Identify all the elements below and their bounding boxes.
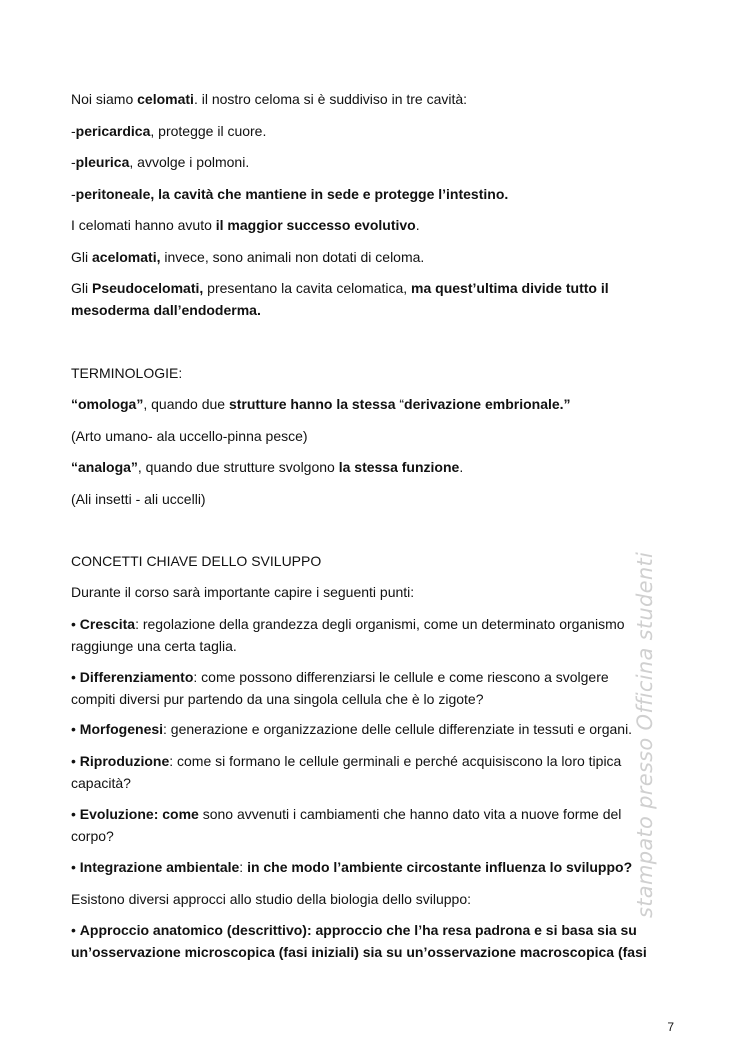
text-segment: Esistono diversi approcci allo studio della biologia dello sviluppo: [71, 891, 472, 907]
text-segment: - [71, 186, 76, 202]
text-segment: • [71, 859, 80, 875]
bold-text: un’osservazione microscopica (fasi iniziali) sia su un’osservazione macroscopica (fasi [71, 944, 647, 960]
text-line [71, 153, 249, 171]
text-segment: • [71, 616, 80, 632]
text-segment: (Ali insetti - ali uccelli) [71, 491, 206, 507]
text-line [71, 858, 632, 876]
text-line [71, 364, 182, 382]
bold-text: il maggior successo evolutivo [215, 217, 416, 233]
text-line [71, 921, 637, 939]
text-segment: • [71, 806, 80, 822]
text-line [71, 668, 609, 686]
text-segment: : come si formano le cellule germinali e perché acquisiscono la loro tipica [169, 753, 622, 769]
text-segment: : come possono differenziarsi le cellule e come riescono a svolgere [193, 669, 609, 685]
text-line [71, 943, 647, 961]
text-line [71, 552, 321, 570]
text-segment: compiti diversi pur partendo da una singola cellula che è lo zigote? [71, 691, 484, 707]
text-segment: . [459, 459, 464, 475]
text-segment: • [71, 669, 80, 685]
bold-text: pleurica [75, 154, 130, 170]
text-line [71, 720, 632, 738]
text-segment: • [71, 922, 80, 938]
page-number: 7 [667, 1020, 674, 1034]
text-segment: presentano la cavita celomatica, [203, 280, 412, 296]
text-segment: - [71, 154, 76, 170]
text-line [71, 122, 266, 140]
text-segment: Durante il corso sarà importante capire i seguenti punti: [71, 584, 415, 600]
text-segment: Gli [71, 249, 92, 265]
bold-text: .” [559, 396, 571, 412]
text-line [71, 490, 206, 508]
text-line [71, 301, 261, 319]
bold-text: in che modo l’ambiente circostante influenza lo sviluppo? [247, 859, 633, 875]
text-segment: , quando due strutture svolgono [137, 459, 339, 475]
text-segment: : regolazione della grandezza degli organismi, come un determinato organismo [135, 616, 625, 632]
text-segment: Noi siamo [71, 91, 138, 107]
text-segment: I celomati hanno avuto [71, 217, 216, 233]
text-segment: , quando due [143, 396, 229, 412]
bold-text: derivazione embrionale [404, 396, 560, 412]
text-segment: capacità? [71, 775, 131, 791]
text-line [71, 752, 621, 770]
bold-text: acelomati, [92, 249, 161, 265]
text-segment: : generazione e organizzazione delle cellule differenziate in tessuti e organi. [163, 721, 633, 737]
text-line [71, 890, 471, 908]
text-line [71, 90, 467, 108]
watermark: stampato presso Officina studenti [633, 551, 657, 918]
text-line [71, 827, 114, 845]
text-line [71, 279, 609, 297]
text-line [71, 395, 571, 413]
bold-text: Differenziamento [79, 669, 194, 685]
text-segment: CONCETTI CHIAVE DELLO SVILUPPO [71, 553, 322, 569]
text-line [71, 637, 237, 655]
text-line [71, 690, 483, 708]
bold-text: Morfogenesi [79, 721, 164, 737]
text-segment: . il nostro celoma si è suddiviso in tre cavità: [193, 91, 468, 107]
text-segment: , protegge il cuore. [150, 123, 267, 139]
text-segment: Gli [71, 280, 92, 296]
text-segment: TERMINOLOGIE: [71, 365, 183, 381]
text-segment: corpo? [71, 828, 114, 844]
text-segment: sono avvenuti i cambiamenti che hanno dato vita a nuove forme del [198, 806, 622, 822]
text-segment: • [71, 753, 80, 769]
text-line [71, 458, 463, 476]
bold-text: (descrittivo): approccio che l’ha resa padrona e si basa sia su [222, 922, 637, 938]
bold-text: la stessa funzione [338, 459, 460, 475]
bold-text: pericardica [75, 123, 151, 139]
bold-text: Pseudocelomati, [92, 280, 204, 296]
text-line [71, 185, 508, 203]
bold-text: Evoluzione: come [79, 806, 199, 822]
text-line [71, 427, 308, 445]
bold-text: Riproduzione [79, 753, 170, 769]
text-segment: - [71, 123, 76, 139]
text-segment: raggiunge una certa taglia. [71, 638, 237, 654]
bold-text: strutture hanno la stessa [228, 396, 396, 412]
text-line [71, 774, 131, 792]
bold-text: peritoneale [75, 186, 151, 202]
bold-text: , la cavità che mantiene in sede e protegge l’intestino. [150, 186, 509, 202]
bold-text: Integrazione ambientale [79, 859, 240, 875]
text-line [71, 248, 424, 266]
text-segment: : [239, 859, 248, 875]
text-line [71, 615, 625, 633]
bold-text: “analoga” [71, 459, 138, 475]
text-segment: . [415, 217, 420, 233]
bold-text: celomati [137, 91, 194, 107]
text-segment: “ [395, 396, 405, 412]
text-segment: • [71, 721, 80, 737]
bold-text: mesoderma dall’endoderma. [71, 302, 261, 318]
bold-text: “omologa” [71, 396, 144, 412]
text-segment: , avvolge i polmoni. [129, 154, 250, 170]
text-segment: (Arto umano- ala uccello-pinna pesce) [71, 428, 308, 444]
bold-text: Approccio anatomico [79, 922, 223, 938]
bold-text: ma quest’ultima divide tutto il [411, 280, 609, 296]
text-line [71, 216, 420, 234]
text-line [71, 583, 414, 601]
bold-text: Crescita [79, 616, 136, 632]
text-segment: invece, sono animali non dotati di celoma. [160, 249, 425, 265]
text-line [71, 805, 621, 823]
